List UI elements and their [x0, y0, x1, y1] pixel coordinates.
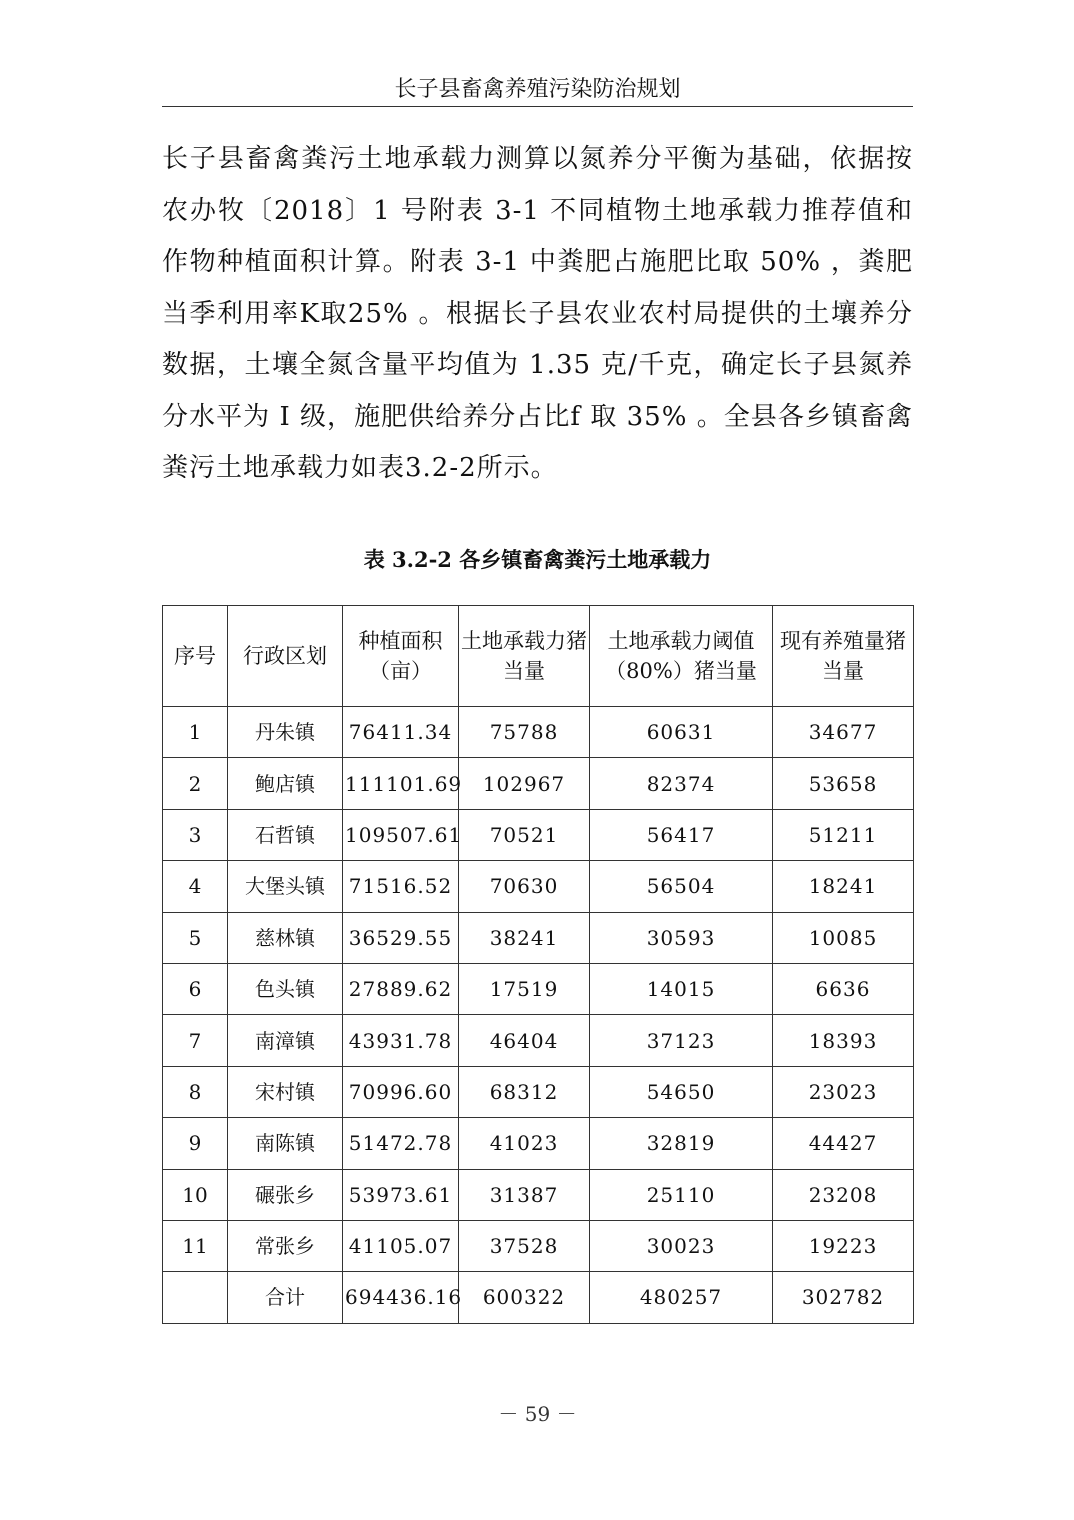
table-cell: 8 — [163, 1066, 228, 1117]
table-cell: 30593 — [590, 912, 773, 963]
table-cell: 4 — [163, 861, 228, 912]
header-cell: 行政区划 — [228, 606, 343, 707]
table-cell: 70996.60 — [343, 1066, 459, 1117]
page-number: － 59 － — [498, 1402, 577, 1426]
table-row — [163, 1066, 914, 1117]
table-cell: 7 — [163, 1015, 228, 1066]
table-row — [163, 1169, 914, 1220]
table-cell: 5 — [163, 912, 228, 963]
header-cell: 土地承载力猪当量 — [459, 606, 590, 707]
carrying-capacity-table — [162, 605, 914, 1324]
table-row — [163, 861, 914, 912]
table-cell: 1 — [163, 707, 228, 758]
header-cell: 现有养殖量猪当量 — [773, 606, 914, 707]
table-row — [163, 1015, 914, 1066]
table-cell: 302782 — [773, 1272, 914, 1323]
table-cell: 37123 — [590, 1015, 773, 1066]
table-cell: 碾张乡 — [228, 1169, 343, 1220]
table-cell: 6 — [163, 963, 228, 1014]
table-row — [163, 1220, 914, 1271]
table-cell: 53658 — [773, 758, 914, 809]
table-cell: 109507.61 — [343, 809, 459, 860]
table-cell: 75788 — [459, 707, 590, 758]
table-cell: 鲍店镇 — [228, 758, 343, 809]
table-cell: 慈林镇 — [228, 912, 343, 963]
table-cell: 480257 — [590, 1272, 773, 1323]
table-cell: 27889.62 — [343, 963, 459, 1014]
table-row — [163, 912, 914, 963]
table-cell: 大堡头镇 — [228, 861, 343, 912]
table-cell: 44427 — [773, 1118, 914, 1169]
table-row — [163, 758, 914, 809]
table-cell: 23208 — [773, 1169, 914, 1220]
table-cell: 53973.61 — [343, 1169, 459, 1220]
table-cell: 43931.78 — [343, 1015, 459, 1066]
table-cell: 南陈镇 — [228, 1118, 343, 1169]
table-total-row — [163, 1272, 914, 1323]
table-cell: 17519 — [459, 963, 590, 1014]
body-paragraph: 长子县畜禽粪污土地承载力测算以氮养分平衡为基础，依据按农办牧〔2018〕1 号附表 3-1 不同植物土地承载力推荐值和作物种植面积计算。附表 3-1 中粪肥占施肥比取 50% ，粪肥当季利用率K取25% 。根据长子县农业农村局提供的土壤养分数据，土壤全氮含量平均值为 1.35 克/千克，确定长子县氮养分水平为 I 级，施肥供给养分占比f 取 35% 。全县各乡镇畜禽粪污土地承载力如表3.2-2所示。 — [162, 144, 913, 483]
table-cell: 68312 — [459, 1066, 590, 1117]
table-cell: 70630 — [459, 861, 590, 912]
table-cell: 色头镇 — [228, 963, 343, 1014]
table-cell: 南漳镇 — [228, 1015, 343, 1066]
table-cell: 70521 — [459, 809, 590, 860]
table-cell: 18393 — [773, 1015, 914, 1066]
header-cell: 土地承载力阈值（80%）猪当量 — [590, 606, 773, 707]
table-caption: 表 3.2-2 各乡镇畜禽粪污土地承载力 — [363, 547, 712, 572]
table-cell: 51472.78 — [343, 1118, 459, 1169]
table-cell — [163, 1272, 228, 1323]
table-cell: 38241 — [459, 912, 590, 963]
table-cell: 宋村镇 — [228, 1066, 343, 1117]
table-cell: 23023 — [773, 1066, 914, 1117]
table-cell: 30023 — [590, 1220, 773, 1271]
table-cell: 31387 — [459, 1169, 590, 1220]
table-header-row — [163, 606, 914, 707]
page-header: 长子县畜禽养殖污染防治规划 — [394, 77, 681, 102]
table-cell: 694436.16 — [343, 1272, 459, 1323]
table-cell: 25110 — [590, 1169, 773, 1220]
table-cell: 32819 — [590, 1118, 773, 1169]
table-row — [163, 809, 914, 860]
header-cell: 序号 — [163, 606, 228, 707]
table-row — [163, 1118, 914, 1169]
table-cell: 石哲镇 — [228, 809, 343, 860]
table-cell: 2 — [163, 758, 228, 809]
table-cell: 34677 — [773, 707, 914, 758]
table-cell: 60631 — [590, 707, 773, 758]
table-cell: 19223 — [773, 1220, 914, 1271]
table-cell: 3 — [163, 809, 228, 860]
table-cell: 56417 — [590, 809, 773, 860]
table-row — [163, 963, 914, 1014]
table-cell: 37528 — [459, 1220, 590, 1271]
table-cell: 41023 — [459, 1118, 590, 1169]
table-cell: 14015 — [590, 963, 773, 1014]
table-cell: 51211 — [773, 809, 914, 860]
table-cell: 10 — [163, 1169, 228, 1220]
table-cell: 36529.55 — [343, 912, 459, 963]
table-cell: 10085 — [773, 912, 914, 963]
table-cell: 9 — [163, 1118, 228, 1169]
table-cell: 54650 — [590, 1066, 773, 1117]
table-cell: 111101.69 — [343, 758, 459, 809]
table-cell: 丹朱镇 — [228, 707, 343, 758]
table-cell: 76411.34 — [343, 707, 459, 758]
table-cell: 56504 — [590, 861, 773, 912]
table-cell: 82374 — [590, 758, 773, 809]
table-body — [163, 707, 914, 1324]
table-cell: 6636 — [773, 963, 914, 1014]
table-cell: 46404 — [459, 1015, 590, 1066]
table-cell: 18241 — [773, 861, 914, 912]
table-cell: 71516.52 — [343, 861, 459, 912]
header-cell: 种植面积（亩） — [343, 606, 459, 707]
table-cell: 102967 — [459, 758, 590, 809]
header-divider — [162, 106, 913, 107]
table-cell: 41105.07 — [343, 1220, 459, 1271]
table-cell: 合计 — [228, 1272, 343, 1323]
table-cell: 600322 — [459, 1272, 590, 1323]
table-row — [163, 707, 914, 758]
table-cell: 11 — [163, 1220, 228, 1271]
table-cell: 常张乡 — [228, 1220, 343, 1271]
